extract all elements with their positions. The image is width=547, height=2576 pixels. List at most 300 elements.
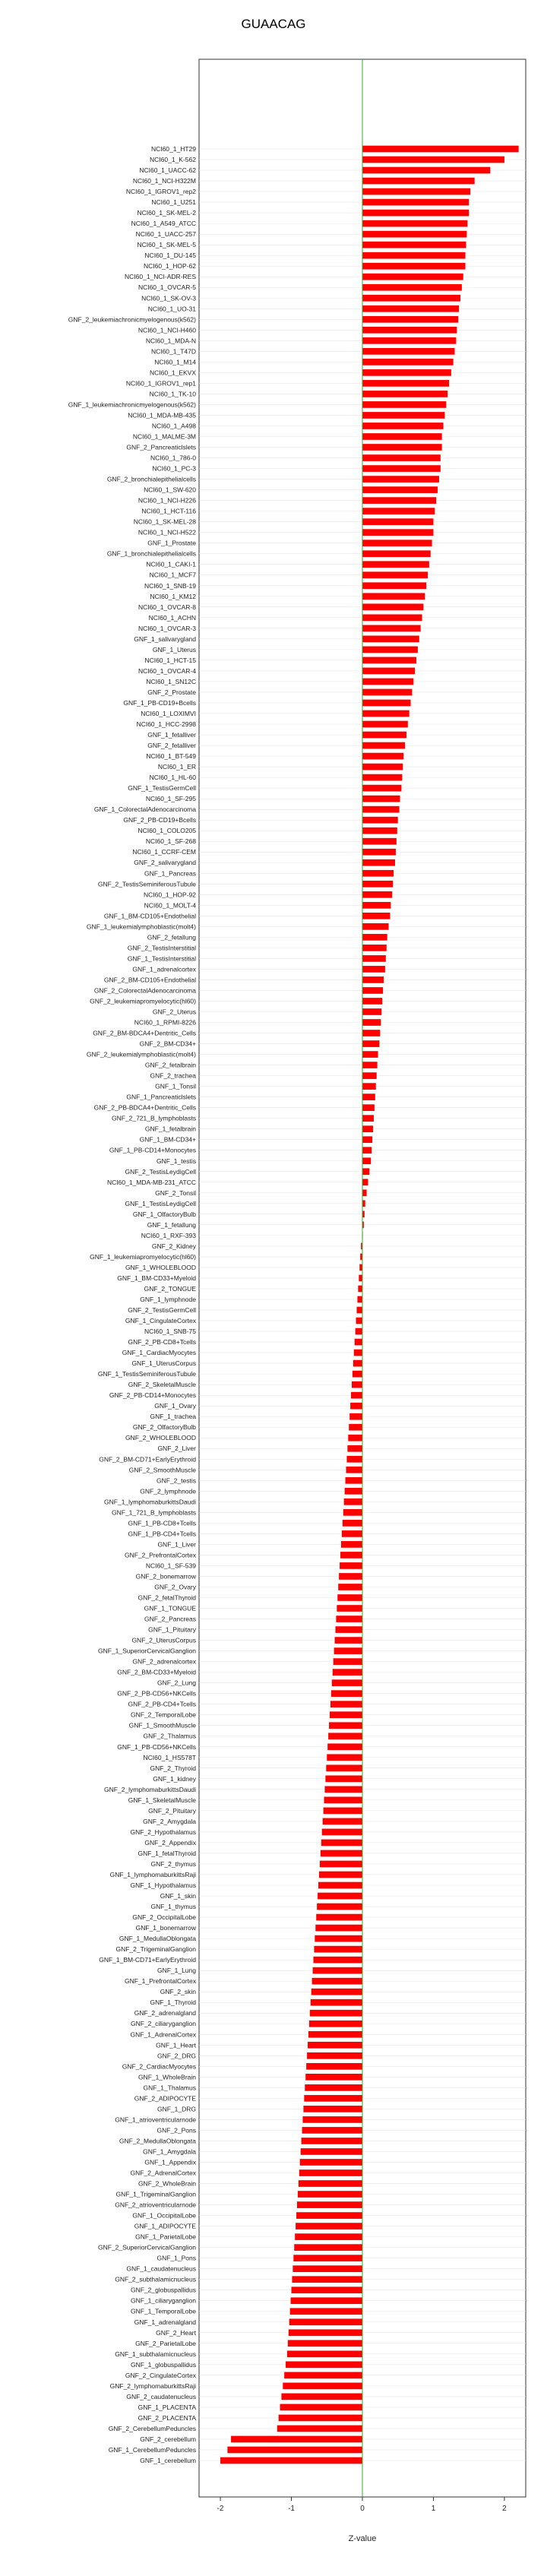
category-label: GNF_2_skin [160, 1988, 196, 1996]
category-label: NCI60_1_LOXIMVI [141, 709, 196, 717]
bar [324, 1808, 362, 1815]
bar [317, 1904, 362, 1910]
category-label: GNF_1_thymus [150, 1903, 196, 1911]
category-label: NCI60_1_NCI-H460 [138, 326, 196, 334]
category-label: GNF_1_BM-CD34+ [139, 1135, 196, 1144]
bar [362, 199, 469, 206]
bar [313, 1967, 362, 1974]
category-label: GNF_2_PB-CD8+Tcells [128, 1338, 196, 1347]
bar [362, 1019, 381, 1026]
bar [362, 679, 413, 685]
category-label: GNF_2_fetalliver [147, 742, 196, 750]
category-labels [68, 145, 197, 2464]
category-label: GNF_1_Hypothalamus [130, 1881, 196, 1890]
bar [315, 1925, 362, 1932]
bar [362, 998, 382, 1005]
category-label: GNF_1_Prostate [147, 539, 196, 547]
category-label: GNF_1_UterusCorpus [131, 1359, 196, 1368]
category-label: NCI60_1_ER [157, 763, 196, 771]
category-label: NCI60_1_K-562 [150, 156, 196, 164]
bar [362, 603, 423, 610]
bar [362, 902, 390, 909]
bar [340, 1552, 362, 1559]
category-label: GNF_2_Liver [157, 1445, 196, 1453]
category-label: GNF_2_ParietalLobe [135, 2339, 196, 2347]
category-label: GNF_2_cerebellum [140, 2435, 196, 2443]
category-label: GNF_2_WholeBrain [138, 2179, 196, 2188]
bar [362, 465, 441, 472]
category-label: NCI60_1_A498 [151, 422, 196, 430]
bar [362, 891, 392, 898]
category-label: NCI60_1_OVCAR-5 [138, 283, 196, 292]
category-label: GNF_2_Hypothalamus [130, 1828, 196, 1836]
category-label: NCI60_1_MALME-3M [132, 432, 196, 441]
bar [289, 2329, 362, 2336]
category-label: GNF_2_atrioventricularnode [115, 2201, 196, 2209]
bar [298, 2191, 362, 2198]
category-label: GNF_1_CardiacMyocytes [122, 1349, 196, 1357]
bar [362, 955, 386, 962]
category-label: GNF_2_leukemiachronicmyelogenous(k562) [68, 315, 196, 324]
bar [340, 1562, 362, 1569]
category-label: NCI60_1_HS578T [143, 1753, 196, 1761]
bar [292, 2286, 362, 2293]
bar [362, 1189, 367, 1196]
category-label: NCI60_1_SF-295 [145, 795, 196, 803]
category-label: GNF_1_Uterus [152, 645, 196, 653]
bar [295, 2233, 362, 2240]
bar [283, 2383, 362, 2390]
category-label: GNF_2_lymphomaburkittsRaji [109, 2381, 196, 2390]
bar [329, 1722, 362, 1729]
bar [318, 1893, 362, 1900]
bar [362, 454, 441, 461]
category-label: GNF_2_Pons [157, 2126, 196, 2135]
bar [316, 1914, 362, 1921]
category-label: NCI60_1_MDA-MB-231_ATCC [107, 1178, 196, 1186]
category-label: GNF_2_salivarygland [134, 859, 196, 867]
bar [362, 1040, 379, 1047]
bar [362, 828, 397, 834]
category-label: GNF_1_MedullaOblongata [119, 1935, 196, 1943]
bar [362, 157, 504, 163]
category-label: GNF_1_721_B_lymphoblasts [111, 1508, 196, 1517]
bar [318, 1882, 362, 1889]
category-label: GNF_1_lymphnode [140, 1295, 196, 1303]
bar [362, 242, 466, 248]
category-label: GNF_2_Heart [156, 2328, 196, 2337]
category-label: GNF_2_Ovary [154, 1583, 196, 1591]
bar [334, 1658, 362, 1665]
bar [321, 1840, 362, 1847]
category-label: GNF_1_SkeletalMuscle [128, 1796, 196, 1804]
bar [302, 2138, 362, 2144]
category-label: NCI60_1_CCRF-CEM [132, 848, 196, 856]
bar [342, 1530, 362, 1537]
category-label: GNF_2_SkeletalMuscle [128, 1381, 196, 1389]
category-label: NCI60_1_OVCAR-4 [138, 666, 196, 675]
category-label: GNF_1_atrioventricularnode [115, 2116, 196, 2124]
category-label: GNF_1_SuperiorCervicalGanglion [98, 1647, 196, 1655]
bar [284, 2372, 362, 2379]
bar [287, 2350, 362, 2357]
bar [362, 486, 438, 493]
category-label: GNF_2_OlfactoryBulb [132, 1423, 196, 1432]
category-label: GNF_1_ParietalLobe [135, 2233, 196, 2241]
category-label: NCI60_1_PC-3 [152, 464, 196, 473]
bar [362, 817, 398, 824]
category-label: GNF_2_TONGUE [144, 1284, 196, 1293]
bar [362, 732, 406, 739]
category-label: GNF_1_WHOLEBLOOD [125, 1263, 196, 1271]
category-label: GNF_1_AdrenalCortex [130, 2030, 196, 2039]
bar [362, 838, 397, 845]
category-label: GNF_1_lymphomaburkittsDaudi [104, 1498, 196, 1506]
category-label: GNF_2_lymphomaburkittsDaudi [104, 1785, 196, 1793]
category-label: NCI60_1_UO-31 [147, 305, 196, 313]
category-label: GNF_1_TestisInterstitial [127, 954, 196, 963]
category-label: GNF_2_TestisSeminiferousTubule [97, 880, 196, 888]
category-label: GNF_1_fetalliver [147, 731, 196, 739]
category-label: NCI60_1_EKVX [150, 369, 196, 377]
category-label: NCI60_1_IGROV1_rep2 [125, 188, 196, 196]
category-label: GNF_1_PLACENTA [138, 2403, 196, 2411]
bar [344, 1498, 362, 1505]
bar [362, 337, 456, 344]
category-label: GNF_1_OccipitalLobe [132, 2211, 196, 2220]
bar [362, 614, 422, 621]
category-label: NCI60_1_HOP-92 [144, 891, 196, 899]
bar [299, 2169, 362, 2176]
bar [362, 1136, 372, 1143]
category-label: GNF_2_fetalbrain [144, 1061, 196, 1069]
bar [320, 1861, 362, 1868]
category-label: GNF_2_CerebellumPeduncles [108, 2424, 196, 2432]
bar [346, 1477, 362, 1484]
category-label: GNF_2_PB-CD14+Monocytes [109, 1391, 196, 1400]
category-label: GNF_2_thymus [150, 1859, 196, 1868]
bar [330, 1711, 362, 1718]
category-label: GNF_2_CardiacMyocytes [122, 2062, 196, 2071]
bar [362, 508, 435, 514]
bar [362, 167, 490, 174]
bar [362, 881, 393, 888]
category-label: GNF_2_BM-CD33+Myeloid [117, 1668, 196, 1676]
bar [362, 412, 444, 419]
category-label: GNF_1_fetallung [147, 1220, 196, 1229]
bar [357, 1296, 362, 1303]
bar [343, 1509, 362, 1516]
bar [335, 1626, 362, 1633]
x-axis-ticks [217, 2497, 507, 2513]
bar [359, 1264, 362, 1271]
category-label: GNF_2_leukemialymphoblastic(molt4) [86, 1050, 196, 1059]
bar [362, 497, 436, 504]
category-label: GNF_2_Pituitary [148, 1806, 196, 1815]
category-label: GNF_1_ciliaryganglion [131, 2296, 196, 2305]
bar [331, 1690, 362, 1697]
category-label: GNF_1_PB-CD19+Bcells [123, 698, 196, 707]
category-label: GNF_1_PB-CD56+NKCells [117, 1742, 196, 1751]
bar [362, 785, 401, 792]
bar [362, 476, 439, 483]
category-label: GNF_1_Pituitary [148, 1625, 196, 1634]
bar [362, 550, 431, 557]
category-label: GNF_2_BM-CD34+ [139, 1040, 196, 1048]
category-label: GNF_2_BM-CD105+Endothelial [103, 976, 196, 984]
category-label: NCI60_1_UACC-62 [139, 166, 196, 175]
bar [362, 859, 395, 866]
category-label: GNF_1_fetalThyroid [138, 1849, 196, 1857]
category-label: NCI60_1_T47D [150, 347, 196, 356]
bar [362, 284, 462, 291]
bar [362, 923, 389, 930]
bar [362, 870, 394, 877]
category-label: GNF_1_globuspallidus [131, 2360, 196, 2369]
category-label: NCI60_1_HOP-62 [144, 262, 196, 271]
category-label: GNF_1_caudatenucleus [126, 2264, 196, 2273]
category-label: GNF_1_Amygdala [143, 2147, 196, 2156]
bar [353, 1371, 362, 1378]
category-label: NCI60_1_KM12 [150, 592, 196, 600]
bar [362, 529, 433, 536]
category-label: GNF_1_leukemiapromyelocytic(hl60) [90, 1252, 196, 1261]
bar [296, 2223, 362, 2229]
bar [327, 1743, 362, 1750]
category-label: GNF_1_CingulateCortex [125, 1317, 196, 1325]
bar [348, 1435, 362, 1441]
bar [362, 721, 408, 728]
bar [356, 1318, 362, 1324]
category-label: GNF_2_Tonsil [155, 1188, 196, 1197]
x-tick-label: 0 [360, 2505, 365, 2513]
category-label: GNF_1_TrigeminalGanglion [115, 2190, 196, 2198]
category-label: GNF_1_PB-CD4+Tcells [128, 1530, 196, 1538]
bar [357, 1307, 362, 1314]
category-label: NCI60_1_HCT-116 [141, 507, 196, 515]
category-label: GNF_2_Uterus [152, 1008, 196, 1016]
bar [324, 1786, 362, 1793]
category-label: GNF_2_Pancreas [144, 1615, 196, 1623]
bar [300, 2159, 362, 2166]
category-label: GNF_2_WHOLEBLOOD [125, 1434, 196, 1442]
category-label: NCI60_1_786-0 [150, 454, 196, 462]
bar [362, 327, 457, 334]
category-label: NCI60_1_M14 [154, 358, 196, 366]
bar [307, 2052, 362, 2059]
category-label: NCI60_1_OVCAR-3 [138, 624, 196, 632]
category-label: GNF_1_ADIPOCYTE [134, 2222, 196, 2230]
bar [358, 1286, 362, 1293]
category-label: GNF_1_Pancreas [144, 869, 196, 878]
category-label: GNF_1_adrenalgland [134, 2318, 196, 2326]
category-label: GNF_2_AdrenalCortex [130, 2169, 196, 2177]
bar [308, 2042, 362, 2049]
bar [362, 1008, 381, 1015]
bar [362, 689, 412, 696]
bar [362, 263, 466, 270]
bar [362, 1157, 371, 1164]
bar [362, 1115, 374, 1122]
bar [362, 764, 403, 771]
bar [362, 295, 460, 302]
bar [362, 210, 469, 217]
category-label: NCI60_1_COLO205 [138, 827, 196, 835]
bar [305, 2084, 362, 2091]
category-label: GNF_1_cerebellum [140, 2457, 196, 2464]
bar [337, 1605, 362, 1612]
bar [362, 1030, 380, 1036]
category-label: GNF_2_lymphnode [140, 1487, 196, 1495]
category-label: GNF_1_TestisSeminiferousTubule [97, 1370, 196, 1378]
bar [362, 518, 433, 525]
bar [299, 2180, 362, 2187]
bar [362, 433, 442, 440]
category-label: GNF_2_TrigeminalGanglion [115, 1945, 196, 1954]
bar [356, 1328, 362, 1335]
bar [362, 625, 421, 631]
category-label: GNF_1_OlfactoryBulb [132, 1210, 196, 1218]
bar [359, 1275, 362, 1282]
bar [324, 1797, 362, 1804]
category-label: GNF_2_Thalamus [143, 1732, 196, 1740]
bar [362, 571, 428, 578]
category-label: NCI60_1_HCC-2998 [136, 720, 196, 728]
bar [351, 1392, 362, 1399]
bar [349, 1424, 362, 1431]
category-label: GNF_1_Tonsil [155, 1082, 196, 1090]
bar [362, 700, 411, 707]
bar [362, 401, 446, 408]
category-label: GNF_1_Ovary [154, 1402, 196, 1410]
category-label: GNF_1_BM-CD105+Endothelial [103, 912, 196, 920]
bar [319, 1872, 362, 1878]
category-label: GNF_2_Thyroid [150, 1764, 196, 1772]
category-label: GNF_2_Lung [157, 1679, 196, 1687]
bar [362, 636, 419, 643]
bar [362, 1093, 375, 1100]
category-label: GNF_1_ColorectalAdenocarcinoma [93, 805, 196, 814]
category-label: GNF_2_Appendix [144, 1838, 196, 1847]
bar [294, 2244, 362, 2251]
category-label: GNF_2_leukemiapromyelocytic(hl60) [90, 997, 196, 1005]
bar [334, 1647, 362, 1654]
bar [286, 2361, 362, 2368]
bar [362, 380, 449, 387]
bar [362, 146, 519, 153]
bar [304, 2095, 362, 2102]
category-label: GNF_1_Thyroid [150, 1998, 196, 2007]
category-label: GNF_1_BM-CD71+EarlyErythroid [99, 1956, 196, 1964]
category-label: GNF_2_bonemarrow [135, 1572, 196, 1581]
category-label: NCI60_1_OVCAR-8 [138, 603, 196, 611]
category-label: GNF_2_721_B_lymphoblasts [111, 1114, 196, 1122]
bar [362, 188, 470, 195]
category-label: GNF_2_CingulateCortex [125, 2371, 196, 2379]
category-label: NCI60_1_SK-OV-3 [141, 294, 196, 302]
category-label: NCI60_1_IGROV1_rep1 [125, 379, 196, 388]
bar [325, 1775, 362, 1782]
bar [362, 359, 454, 366]
bar [315, 1935, 362, 1942]
bar [343, 1520, 362, 1527]
category-label: GNF_1_testis [157, 1157, 196, 1165]
category-label: GNF_1_Pancreaticlslets [126, 1093, 196, 1101]
bar [323, 1818, 362, 1825]
bar [231, 2436, 362, 2443]
bar [336, 1616, 362, 1622]
bar [312, 1978, 362, 1985]
category-label: NCI60_1_RXF-393 [141, 1231, 196, 1239]
bar [290, 2308, 362, 2315]
category-label: GNF_1_salivarygland [134, 635, 196, 643]
category-label: GNF_2_PB-CD4+Tcells [128, 1700, 196, 1708]
category-label: GNF_1_subthalamicnucleus [115, 2350, 196, 2358]
category-label: GNF_2_Kidney [151, 1242, 196, 1250]
bar [362, 1051, 378, 1058]
bar [347, 1445, 362, 1452]
bar [296, 2212, 362, 2219]
bar [280, 2404, 362, 2411]
category-label: GNF_2_fetallung [147, 933, 196, 941]
category-label: GNF_1_DRG [157, 2105, 196, 2113]
category-label: GNF_1_lymphomaburkittsRaji [109, 1870, 196, 1878]
category-label: GNF_2_bronchialepithelialcells [106, 475, 196, 483]
bar [335, 1637, 362, 1644]
bar [345, 1488, 362, 1495]
bar [327, 1754, 362, 1761]
x-axis-title: Z-value [348, 2534, 377, 2543]
bar [279, 2415, 362, 2422]
category-label: GNF_2_MedullaOblongata [119, 2137, 196, 2145]
bar [362, 774, 402, 781]
category-label: GNF_2_testis [157, 1476, 196, 1485]
bar [362, 231, 466, 238]
bar [354, 1350, 362, 1356]
category-label: GNF_2_SuperiorCervicalGanglion [98, 2243, 196, 2252]
bar [362, 647, 418, 653]
category-label: GNF_1_bronchialepithelialcells [106, 549, 196, 558]
category-label: GNF_1_CerebellumPeduncles [108, 2445, 196, 2454]
category-label: NCI60_1_ACHN [148, 613, 196, 622]
category-label: NCI60_1_UACC-257 [135, 230, 196, 239]
category-label: NCI60_1_SK-MEL-5 [137, 241, 196, 249]
bar [227, 2447, 362, 2454]
category-label: NCI60_1_CAKI-1 [146, 560, 196, 568]
category-label: GNF_1_BM-CD33+Myeloid [117, 1274, 196, 1282]
bar [346, 1467, 363, 1473]
bar [362, 178, 475, 185]
bar [301, 2148, 362, 2155]
bar [362, 1168, 369, 1175]
category-label: GNF_1_Lung [157, 1967, 196, 1975]
bar [362, 1083, 376, 1090]
bar [341, 1541, 362, 1548]
bar [310, 2010, 362, 2017]
category-label: GNF_1_leukemialymphoblastic(molt4) [86, 922, 196, 931]
category-label: NCI60_1_SW-620 [144, 486, 196, 494]
bar [362, 369, 451, 376]
category-label: GNF_1_PB-CD8+Tcells [128, 1519, 196, 1527]
bar [328, 1733, 362, 1739]
bar [362, 444, 442, 451]
bar [311, 1999, 362, 2006]
category-label: GNF_2_Amygdala [143, 1817, 196, 1825]
bar [288, 2340, 362, 2347]
bar [220, 2457, 362, 2464]
category-label: GNF_1_Heart [156, 2041, 196, 2049]
category-label: GNF_2_TestisLeydigCell [125, 1167, 196, 1176]
